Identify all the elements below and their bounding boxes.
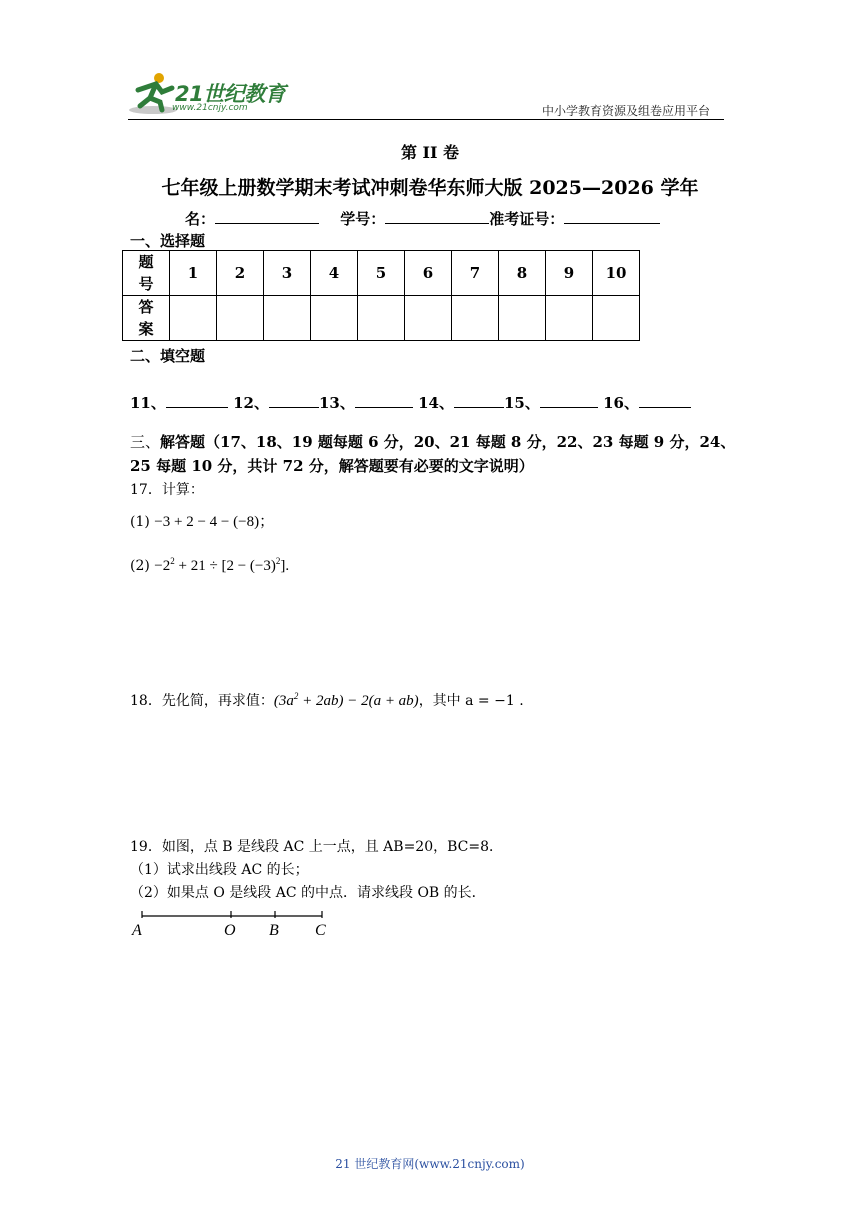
name-blank (215, 208, 319, 224)
answer-cell[interactable] (593, 296, 640, 341)
point-label-c: C (315, 922, 326, 939)
q18-expression: $(3a^2 + 2ab) - 2(a + ab)$ (273, 691, 419, 709)
q19-stem: 19．如图，点 B 是线段 AC 上一点，且 AB=20，BC=8． (130, 839, 504, 855)
fill-item-label: 12、 (233, 394, 269, 412)
question-number-cell: 6 (405, 251, 452, 296)
question-number-header: 题 号 (123, 251, 170, 296)
part3-heading (130, 430, 740, 478)
exam-number-blank (564, 208, 660, 224)
fill-item-label: 11、 (130, 394, 166, 412)
brand-url: www.21cnjy.com (172, 103, 248, 113)
q18-stem: 18．先化简，再求值： (130, 693, 274, 709)
q17-part1 (130, 510, 274, 531)
answer-table (122, 250, 640, 341)
fill-blank[interactable] (355, 392, 413, 408)
q17-part1-expression: −3 + 2 − 4 − (−8)； (154, 514, 275, 530)
answer-cell[interactable] (546, 296, 593, 341)
fill-blank[interactable] (454, 392, 504, 408)
fill-blank[interactable] (540, 392, 598, 408)
q19-sub1: （1）试求出线段 AC 的长； (130, 862, 309, 878)
question-number-cell: 9 (546, 251, 593, 296)
q17-stem: 17．计算： (130, 482, 204, 498)
question-number-cell: 4 (311, 251, 358, 296)
fill-item-label: 15、 (503, 394, 540, 412)
answer-cell[interactable] (358, 296, 405, 341)
header-tagline: 中小学教育资源及组卷应用平台 (542, 104, 711, 118)
header-divider (128, 119, 724, 120)
question-number-cell: 3 (264, 251, 311, 296)
question-number-cell: 1 (170, 251, 217, 296)
fill-blank[interactable] (166, 392, 228, 408)
question-number-row (123, 251, 640, 296)
answer-header: 答 案 (123, 296, 170, 341)
name-label: 名： (185, 210, 216, 228)
section-label: 第 II 卷 (400, 143, 460, 162)
fill-in-row (130, 392, 691, 413)
student-number-blank (385, 208, 489, 224)
q18 (130, 690, 524, 710)
answer-cell[interactable] (264, 296, 311, 341)
fill-item-label: 16、 (603, 394, 639, 412)
exam-number-label: 准考证号： (489, 210, 565, 228)
q17-part2-expression: $-2^2 + 21 \div [2 - (-3)^2]$. (154, 556, 290, 574)
q19-sub2: （2）如果点 O 是线段 AC 的中点．请求线段 OB 的长． (130, 885, 486, 901)
brand-name: 21世纪教育 (175, 82, 286, 106)
q17-part1-number: (1) (130, 514, 150, 530)
answer-cell[interactable] (499, 296, 546, 341)
question-number-cell: 2 (217, 251, 264, 296)
exam-title: 七年级上册数学期末考试冲刺卷华东师大版 2025—2026 学年 (161, 177, 699, 199)
question-number-cell: 7 (452, 251, 499, 296)
part3-prefix: 三、 (130, 433, 161, 451)
question-number-cell: 5 (358, 251, 405, 296)
running-man-icon (128, 70, 178, 118)
part3-instructions: 解答题（17、18、19 题每题 6 分，20、21 每题 8 分，22、23 每题 9 分，24、25 每题 10 分，共计 72 分，解答题要有必要的文字说明） (130, 433, 736, 475)
part2-heading: 二、填空题 (130, 347, 206, 365)
line-segment-figure (130, 908, 340, 942)
fill-blank[interactable] (269, 392, 319, 408)
student-number-label: 学号： (340, 210, 386, 228)
q17-part2-number: (2) (130, 558, 150, 574)
q18-condition: ，其中 a = −1 . (418, 693, 524, 709)
point-label-o: O (224, 922, 236, 939)
answer-cell[interactable] (452, 296, 499, 341)
student-info-row (185, 208, 660, 229)
answer-cell[interactable] (217, 296, 264, 341)
fill-item-label: 14、 (418, 394, 454, 412)
answer-cell[interactable] (170, 296, 217, 341)
answer-cell[interactable] (405, 296, 452, 341)
point-label-b: B (269, 922, 279, 939)
point-label-a: A (132, 922, 142, 939)
answer-cell[interactable] (311, 296, 358, 341)
question-number-cell: 10 (593, 251, 640, 296)
part1-heading: 一、选择题 (130, 232, 206, 250)
answer-row (123, 296, 640, 341)
q17-part2 (130, 556, 289, 575)
fill-blank[interactable] (639, 392, 691, 408)
page-footer: 21 世纪教育网(www.21cnjy.com) (335, 1157, 525, 1171)
question-number-cell: 8 (499, 251, 546, 296)
fill-item-label: 13、 (318, 394, 355, 412)
